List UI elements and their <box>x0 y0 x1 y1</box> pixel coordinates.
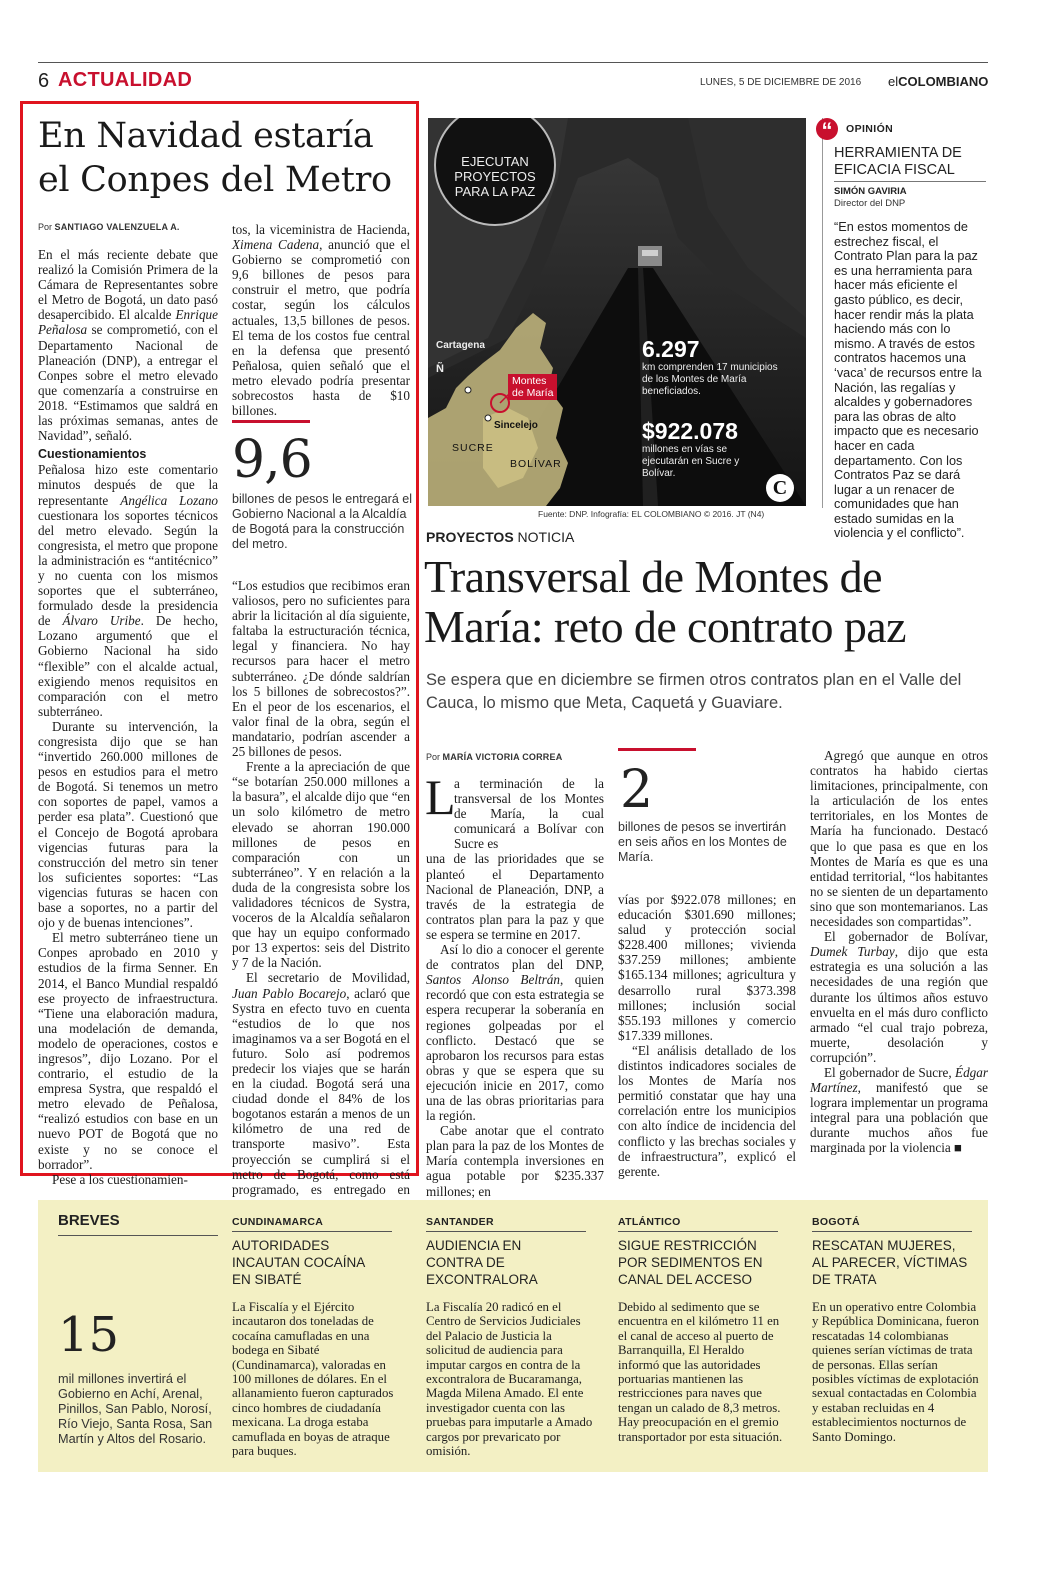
article1-figure-rule <box>232 420 310 423</box>
badge-line3: PARA LA PAZ <box>454 183 536 199</box>
article2-headline-line1: Transversal de Montes de <box>424 551 882 602</box>
breve-3-body: Debido al sedimento que se encuentra en el kilómetro 11 en el canal de acceso al puerto de Barranquilla, El Heraldo informó que las autoridades portuarias mantienen las restricciones para naves que tengan un calado de 8,3 metros. Hay preocupación en el gremio transportador por esta situación. <box>618 1300 783 1444</box>
breve-1-kicker: CUNDINAMARCA <box>232 1216 324 1228</box>
opinion-rule <box>834 181 986 182</box>
map-label-cartagena: Cartagena <box>436 340 485 351</box>
article1-figure-caption: billones de pesos le entregará el Gobierno Nacional a la Alcaldía de Bogotá para la construcción del metro. <box>232 492 412 551</box>
breve-item-4 <box>812 1216 982 1444</box>
article1-byline <box>38 222 180 232</box>
article1-byline-author: SANTIAGO VALENZUELA A. <box>54 222 180 232</box>
map-label-sucre: SUCRE <box>452 442 494 454</box>
stat1-label: km comprenden 17 municipios de los Montes de María beneficiados. <box>642 362 778 397</box>
article2-deck: Se espera que en diciembre se firmen otros contratos plan en el Valle del Cauca, lo mismo que Meta, Caquetá y Guaviare. <box>426 671 962 712</box>
article2-dropcap: L <box>425 769 456 825</box>
article2-headline <box>424 552 906 652</box>
map-dot-sincelejo <box>485 415 491 421</box>
article2-col3: Agregó que aunque en otros contratos ha habido ciertas limitaciones, principalmente, con la articulación de los entes territoriales, en los Montes de María ha funcionado. Destacó que lo que pasa es que en los Montes de María es que es una entidad territorial, “los habitantes no se sienten de un departamento sino que son montemarianos. Las necesidades son compartidas”. El gobernador de Bolívar, Dumek Turbay, dijo que esta estrategia es una solución a las necesidades de una región que durante los últimos años estuvo envuelta en el más duro conflicto armado “el cual trajo pobreza, muerte, desolación y corrupción”. El gobernador de Sucre, Édgar Martínez, manifestó que se lograra implementar un programa integral para una población que durante muchos años fue marginada por la violencia ■ <box>810 748 988 1156</box>
masthead-logo <box>888 74 988 89</box>
map-label-bolivar: BOLÍVAR <box>510 458 562 470</box>
breve-4-kicker: BOGOTÁ <box>812 1216 860 1228</box>
breve-2-headline: AUDIENCIA EN CONTRA DE EXCONTRALORA <box>426 1238 538 1287</box>
article1-byline-prefix: Por <box>38 222 53 232</box>
breve-4-headline: RESCATAN MUJERES, AL PARECER, VÍCTIMAS DE TRATA <box>812 1238 968 1287</box>
article2-headline-line2: María: reto de contrato paz <box>424 601 906 652</box>
breve-4-rule <box>812 1231 972 1232</box>
breve-2-rule <box>426 1231 586 1232</box>
stat2-value: $922.078 <box>642 418 738 444</box>
breve-2-body: La Fiscalía 20 radicó en el Centro de Servicios Judiciales del Palacio de Justicia la solicitud de audiencia para imputar cargos en contra de la excontralora de Bucaramanga, Magda Milena Amado. El ente investigador cuenta con las pruebas para imputarle a Amado cargos por prevaricato por omisión. <box>426 1300 593 1459</box>
page-header-rule <box>38 62 988 63</box>
article2-big-figure: 2 <box>620 760 653 820</box>
badge-line1: EJECUTAN <box>461 153 529 169</box>
breve-2-kicker: SANTANDER <box>426 1216 494 1228</box>
opinion-divider <box>822 118 823 508</box>
opinion-role: Director del DNP <box>834 198 906 209</box>
stat2-label: millones en vías se ejecutarán en Sucre y Bolívar. <box>642 444 740 479</box>
article2-figure-caption: billones de pesos se invertirán en seis años en los Montes de María. <box>618 820 787 864</box>
article2-kicker <box>426 529 574 545</box>
breves-big-figure: 15 <box>58 1307 120 1363</box>
article2-kicker-light: NOTICIA <box>517 529 575 545</box>
breve-item-3 <box>618 1216 788 1444</box>
map-north-marker: Ñ <box>436 363 444 375</box>
opinion-label: OPINIÓN <box>846 123 894 135</box>
page-number: 6 <box>38 70 50 92</box>
breves-figure-caption: mil millones invertirá el Gobierno en Achí, Arenal, Pinillos, San Pablo, Norosí, Río Viejo, Santa Rosa, San Martín y Altos del Rosario. <box>58 1372 213 1446</box>
masthead-el: el <box>888 74 899 89</box>
article2-byline-author: MARÍA VICTORIA CORREA <box>442 752 563 762</box>
article2-col1: a terminación de la transversal de los Montes de María, la cual comunicará a Bolívar con Sucre es una de las prioridades que se planteó el Departamento Nacional de Planeación, DNP, a través de la estrategia de contratos plan para la paz y que se espera se termine en 2017. Así lo dio a conocer el gerente de contratos plan del DNP, Santos Alonso Beltrán, quien recordó que con esta estrategia se espera recuperar la soberanía en regiones golpeadas por el conflicto. Destacó que se aprobaron los recursos para estas obras y que se espera que su ejecución inicie en 2017, como una de las obras prioritarias para la región. Cabe anotar que el contrato plan para la paz de los Montes de María contempla inversiones en agua potable por $235.337 millones; en <box>426 776 604 1199</box>
stat1-value: 6.297 <box>642 336 700 362</box>
opinion-quote-text: “En estos momentos de estrechez fiscal, el Contrato Plan para la paz es una herramienta para hacer más eficiente el gasto público, es decir, hacer rendir más la plata haciendo más con lo mismo. A través de estos contratos hacemos una ‘vaca’ de recursos entre la Nación, las regalías y alcaldes y gobernadores para las obras de alto impacto que es necesario hacer en cada departamento. Con los Contratos Paz se dará lugar a un renacer de comunidades que han estado sumidas en la violencia y el conflicto”. <box>834 220 982 541</box>
article1-big-figure: 9,6 <box>232 430 312 490</box>
infographic-logo: C <box>766 474 794 502</box>
article1-col1: En el más reciente debate que realizó la Comisión Primera de la Cámara de Representantes sobre el Metro de Bogotá, un dato pasó desapercibido. El alcalde Enrique Peñalosa se comprometió, con el Departamento Nacional de Planeación (DNP), a entregar el Conpes sobre el metro elevado que comenzaría a construirse en 2018. “Estimamos que saldrá en las próximas semanas, antes de Navidad”, señaló. Cuestionamientos Peñalosa hizo este comentario minutos después de que la representante Angélica Lozano cuestionara los soportes técnicos del metro elevado. Según la congresista, el metro que propone la administración es “antitécnico” y no cuenta con los mismos soportes que el subterráneo, formulado desde la presidencia de Álvaro Uribe. De hecho, Lozano argumentó que el Gobierno Nacional ha sido “flexible” con el alcalde actual, exigiendo menos requisitos en comparación con el metro subterráneo. Durante su intervención, la congresista dijo que se han “invertido 260.000 millones de pesos en estudios para el metro de Bogotá. Si tenemos un metro con soportes de papel, vamos a perder esa plata”. Cuestionó que el Concejo de Bogotá aprobara vigencias futuras para la construcción del metro sin tener los suficientes soportes: “Las vigencias futuras se hacen con base a soportes, no a partir del ojo y de buenas intenciones”. El metro subterráneo tiene un Conpes aprobado en 2010 y estudios de la firma Senner. En 2014, el Banco Mundial respaldó ese proyecto de infraestructura. “Tiene una elaboración madura, una modelación de demanda, modelo de operaciones, costos e ingresos”, dijo Lozano. Por el contrario, el estudio de la empresa Systra, que respaldó el metro elevado de Peñalosa, “realizó estudios con base en un nuevo POT de Bogotá que no existe y no se conoce el borrador”. Pese a los cuestionamien- <box>38 247 219 1187</box>
article1-headline-line1: En Navidad estaría <box>38 116 374 156</box>
article1-headline <box>38 114 392 202</box>
article1-subhead: Cuestionamientos <box>38 447 147 462</box>
infographic-panel <box>428 118 806 506</box>
section-title: ACTUALIDAD <box>58 69 193 91</box>
breve-item-1 <box>232 1216 402 1458</box>
opinion-quote-icon: “ <box>816 118 838 140</box>
date-line: LUNES, 5 DE DICIEMBRE DE 2016 <box>700 77 862 88</box>
article2-byline-prefix: Por <box>426 752 441 762</box>
infographic-source: Fuente: DNP. Infografía: EL COLOMBIANO © 2016. JT (N4) <box>538 509 765 519</box>
opinion-title-line1: HERRAMIENTA DE <box>834 145 962 161</box>
breve-3-headline: SIGUE RESTRICCIÓN POR SEDIMENTOS EN CANAL DEL ACCESO <box>618 1238 763 1287</box>
map-label-montes <box>508 374 557 400</box>
article1-col2: tos, la viceministra de Hacienda, Ximena Cadena, anunció que el Gobierno se comprometió con 9,6 billones de pesos para construir el metro, que podría costar, según los cálculos actuales, 13,5 billones de pesos. El tema de los costos fue central en la defensa que presentó Peñalosa, quien señaló que el metro elevado podría presentar sobrecostos hasta de $10 billones. <box>232 222 410 419</box>
map-label-sincelejo: Sincelejo <box>494 420 538 431</box>
breve-1-headline: AUTORIDADES INCAUTAN COCAÍNA EN SIBATÉ <box>232 1238 365 1287</box>
opinion-title-line2: EFICACIA FISCAL <box>834 162 955 178</box>
breve-3-kicker: ATLÁNTICO <box>618 1216 681 1228</box>
breve-item-2 <box>426 1216 596 1458</box>
breve-1-body: La Fiscalía y el Ejército incautaron dos toneladas de cocaína camufladas en una bodega en Sibaté (Cundinamarca), valoradas en 100 millones de dólares. En el allanamiento fueron capturados cinco hombres de ciudadanía mexicana. La droga estaba camuflada en boyas de atraque para buques. <box>232 1300 394 1459</box>
badge-line2: PROYECTOS <box>454 168 536 184</box>
map-montes-line1: Montes <box>512 375 547 387</box>
map-dot-cartagena <box>465 387 471 393</box>
article1-col2b: “Los estudios que recibimos eran valiosos, pero no suficientes para abrir la licitación al día siguiente, faltaba la estructuración técnica, legal y financiera. No hay recursos para hacer el metro subterráneo. ¿De dónde saldrían los 5 billones de sobrecostos?”. En el peor de los escenarios, el valor final de la obra, según el mandatario, podrían ascender a 25 billones de pesos. Frente a la apreciación de que “se botarían 250.000 millones a la basura”, el alcalde dijo que “en un solo kilómetro de metro elevado se ahorran 190.000 millones de pesos en comparación con un subterráneo”. Y en relación a la duda de la congresista sobre los validadores técnicos de Systra, voceros de la Alcaldía señalaron que hay un equipo conformado por 13 expertos: seis del Distrito y 7 de la Nación. El secretario de Movilidad, Juan Pablo Bocarejo, aclaró que Systra en efecto tuvo en cuenta “estudios de lo que nos imaginamos va a ser Bogotá en el futuro. Solo así podremos predecir los viajes que se harán en la ciudad. Bogotá será una ciudad donde el 84% de los bogotanos estarán a menos de un kilómetro de una red de transporte masivo”. Esta proyección se cumplirá si el metro de Bogotá, como está programado, es entregado en <box>232 578 410 1197</box>
article2-byline <box>426 752 562 762</box>
breve-3-rule <box>618 1231 778 1232</box>
article1-headline-line2: el Conpes del Metro <box>38 160 392 200</box>
masthead-name: COLOMBIANO <box>898 74 989 89</box>
breves-label: BREVES <box>58 1212 120 1229</box>
article2-kicker-bold: PROYECTOS <box>426 529 514 545</box>
breve-4-body: En un operativo entre Colombia y República Dominicana, fueron rescatadas 14 colombianas quienes serían víctimas de trata de personas. Ellas serían posibles víctimas de explotación sexual contactadas en Colombia y estaban recluidas en 4 establecimientos nocturnos de Santo Domingo. <box>812 1300 980 1444</box>
breves-label-rule <box>58 1235 218 1236</box>
article2-figure-rule <box>618 748 696 751</box>
map-montes-line2: de María <box>512 387 554 399</box>
opinion-title <box>834 145 962 179</box>
breve-1-rule <box>232 1231 392 1232</box>
opinion-author: SIMÓN GAVIRIA <box>834 186 907 197</box>
article2-col2: vías por $922.078 millones; en educación $301.690 millones; salud y protección social $228.400 millones; vivienda $37.259 millones; ambiente $165.134 millones; agricultura y desarrollo rural $373.398 millones; inclusión social $55.193 millones y comercio $17.339 millones. “El análisis detallado de los distintos indicadores sociales de los Montes de María nos permitió constatar que hay una correlación entre los municipios con alto índice de incidencia del conflicto y las brechas sociales y de infraestructura”, explicó el gerente. <box>618 892 796 1179</box>
